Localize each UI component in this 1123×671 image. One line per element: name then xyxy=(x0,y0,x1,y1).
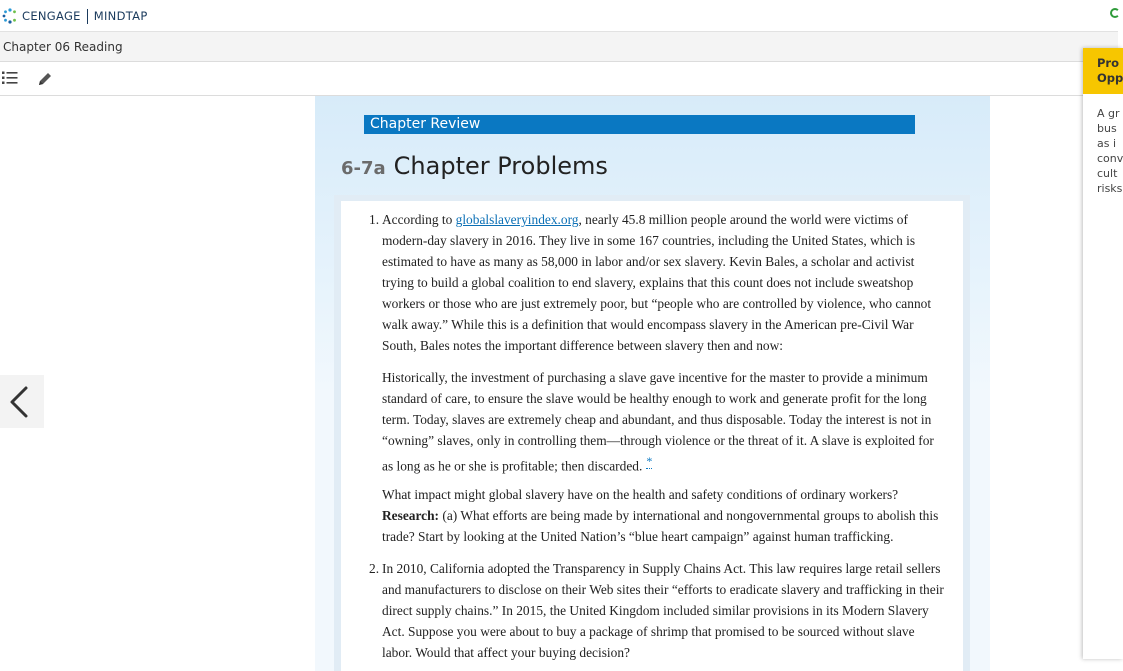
side-card-line: bus xyxy=(1097,122,1117,135)
chapter-title: Chapter 06 Reading xyxy=(3,40,123,54)
problems-content xyxy=(341,201,963,671)
problem-2-line: In 2010, California adopted the Transparency in Supply Chains Act. This law requires large retail sellers xyxy=(382,561,941,576)
globalslaveryindex-link[interactable]: globalslaveryindex.org xyxy=(455,212,579,227)
problem-2-line: labor. Would that affect your buying decision? xyxy=(382,645,630,660)
problems-box xyxy=(334,195,970,671)
table-of-contents-button[interactable] xyxy=(2,71,20,87)
chapter-title-bar xyxy=(0,32,1118,62)
problem-1-question xyxy=(382,484,952,547)
brand-cengage-text: CENGAGE xyxy=(22,9,81,23)
problem-1-line: , nearly 45.8 million people around the world were victims of xyxy=(578,212,908,227)
notes-button[interactable] xyxy=(37,71,55,87)
problem-2-line: and manufacturers to disclose on their Web sites their “efforts to eradicate slavery and trafficking in their xyxy=(382,582,944,597)
quote-line: Historically, the investment of purchasing a slave gave incentive for the master to provide a minimum xyxy=(382,370,928,385)
research-line xyxy=(382,505,952,526)
quote-line: as long as he or she is profitable; then discarded. xyxy=(382,458,643,474)
cengage-logo-icon xyxy=(2,8,18,24)
side-card-line: conv xyxy=(1097,152,1123,165)
pencil-icon xyxy=(37,71,53,87)
problem-1-line: South, Bales notes the important difference between slavery then and now: xyxy=(382,338,783,353)
side-card-header xyxy=(1083,48,1123,94)
reader-toolbar xyxy=(0,62,1118,96)
research-label: Research: xyxy=(382,508,440,523)
heading-title: Chapter Problems xyxy=(393,152,608,180)
block-quote xyxy=(382,367,952,476)
previous-page-button[interactable] xyxy=(0,375,44,428)
quote-line: standard of care, to ensure the slave would be healthy enough to work and generate profit for the long xyxy=(382,391,927,406)
section-banner-label: Chapter Review xyxy=(370,116,481,132)
problem-number: 1. xyxy=(369,212,380,227)
brand-divider xyxy=(87,9,88,24)
quote-last-line xyxy=(382,451,952,476)
side-card-title-line: Pro xyxy=(1097,56,1120,70)
brand-mindtap-text: MINDTAP xyxy=(93,9,148,23)
problem-2-text xyxy=(382,558,952,663)
problem-1-line: workers or those who are just extremely poor, but “people who are controlled by violence, who cannot xyxy=(382,296,932,311)
problem-number: 2. xyxy=(369,561,380,576)
problem-1-pre-link: According to xyxy=(382,212,456,227)
problem-1-line: modern-day slavery in 2016. They live in some 167 countries, including the United States, which is xyxy=(382,233,916,248)
research-text: trade? Start by looking at the United Nation’s “blue heart campaign” against human trafficking. xyxy=(382,529,894,544)
section-banner xyxy=(364,115,915,134)
question-line: What impact might global slavery have on the health and safety conditions of ordinary workers? xyxy=(382,487,899,502)
side-card-line: cult xyxy=(1097,167,1118,180)
list-icon xyxy=(2,71,18,85)
top-header xyxy=(0,0,1118,32)
section-heading xyxy=(341,152,608,180)
side-card-line: risks xyxy=(1097,182,1123,195)
heading-number: 6-7a xyxy=(341,158,386,179)
side-card-line: A gr xyxy=(1097,107,1120,120)
side-card-title-line: Opp xyxy=(1097,71,1123,85)
quote-line: “owning” slaves, only in controlling them—through violence or the threat of it. A slave is exploited for xyxy=(382,433,934,448)
brand-logo[interactable] xyxy=(2,8,148,24)
problem-1-line: trying to build a global coalition to end slavery, explains that this count does not include sweatshop xyxy=(382,275,914,290)
reading-panel xyxy=(315,96,990,671)
side-card-line: as i xyxy=(1097,137,1117,150)
side-card-body xyxy=(1097,106,1123,196)
problem-1-first-line xyxy=(382,209,952,230)
quote-line: term. Today, slaves are extremely cheap and abundant, and thus disposable. Today the interest is not in xyxy=(382,412,932,427)
side-info-card[interactable] xyxy=(1083,48,1123,659)
problem-1-intro xyxy=(382,209,952,356)
chevron-left-icon xyxy=(8,386,30,418)
problem-2-line: direct supply chains.” In 2015, the United Kingdom included similar provisions in its Modern Slavery xyxy=(382,603,929,618)
status-icon[interactable] xyxy=(1110,8,1120,18)
side-card-title xyxy=(1097,56,1123,86)
problem-1-line: walk away.” While this is a definition that would encompass slavery in the American pre-Civil War xyxy=(382,317,914,332)
problem-2-line: Act. Suppose you were about to buy a package of shrimp that promised to be sourced without slave xyxy=(382,624,915,639)
research-text: (a) What efforts are being made by international and nongovernmental groups to abolish this xyxy=(439,508,939,523)
footnote-marker[interactable]: * xyxy=(646,454,653,468)
problem-1-line: estimated to have as many as 58,000 in labor and/or sex slavery. Kevin Bales, a scholar and activist xyxy=(382,254,915,269)
